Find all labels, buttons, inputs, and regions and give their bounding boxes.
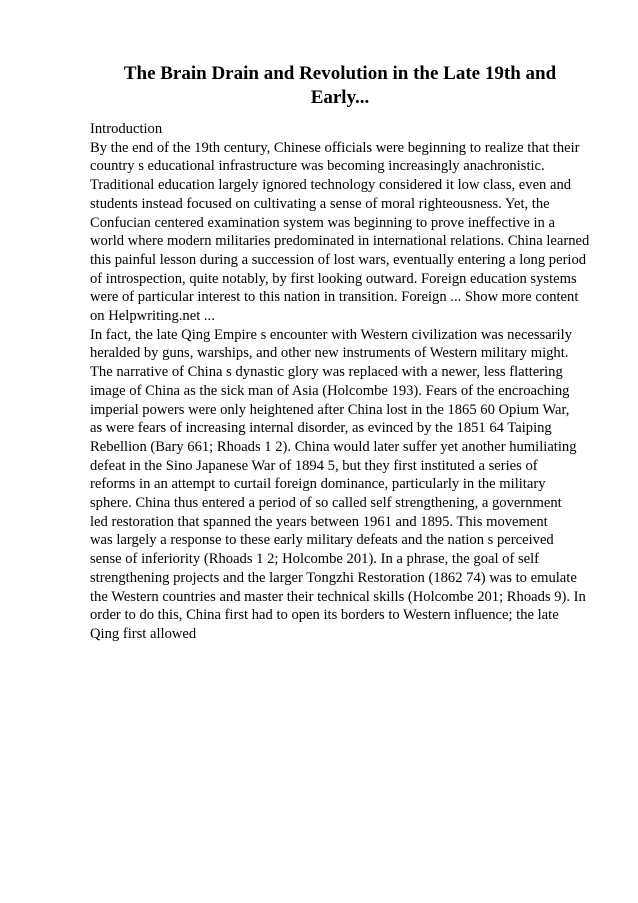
text-line: imperial powers were only heightened after China lost in the 1865 60 Opium War, xyxy=(90,401,570,418)
text-line: on Helpwriting.net ... xyxy=(90,308,215,325)
text-line: reforms in an attempt to curtail foreign dominance, particularly in the military xyxy=(90,476,546,493)
section-heading: Introduction xyxy=(90,121,163,137)
text-line: By the end of the 19th century, Chinese officials were beginning to realize that their xyxy=(90,139,580,156)
text-line: order to do this, China first had to open its borders to Western influence; the late xyxy=(90,607,559,624)
text-line: In fact, the late Qing Empire s encounter with Western civilization was necessarily xyxy=(90,326,573,343)
text-line: Rebellion (Bary 661; Rhoads 1 2). China would later suffer yet another humiliating xyxy=(90,438,577,455)
title-line: The Brain Drain and Revolution in the Late 19th and xyxy=(123,63,557,84)
text-line: country s educational infrastructure was becoming increasingly anachronistic. xyxy=(90,158,545,175)
text-line: led restoration that spanned the years between 1961 and 1895. This movement xyxy=(90,513,548,530)
text-line: strengthening projects and the larger Tongzhi Restoration (1862 74) was to emulate xyxy=(90,569,577,586)
text-line: Traditional education largely ignored technology considered it low class, even and xyxy=(90,177,572,194)
text-line: world where modern militaries predominated in international relations. China learned xyxy=(90,233,590,250)
document-body xyxy=(90,120,600,644)
text-line: Qing first allowed xyxy=(90,625,197,642)
text-line: students instead focused on cultivating a sense of moral righteousness. Yet, the xyxy=(90,195,550,212)
text-line: image of China as the sick man of Asia (Holcombe 193). Fears of the encroaching xyxy=(90,382,570,399)
text-line: of introspection, quite notably, by first looking outward. Foreign education systems xyxy=(90,270,577,287)
text-line: this painful lesson during a succession of lost wars, eventually entering a long period xyxy=(90,251,587,268)
text-line: defeat in the Sino Japanese War of 1894 5, but they first instituted a series of xyxy=(90,457,538,474)
text-line: as were fears of increasing internal disorder, as evinced by the 1851 64 Taiping xyxy=(90,420,552,437)
text-line: Confucian centered examination system was beginning to prove ineffective in a xyxy=(90,214,555,231)
text-line: sense of inferiority (Rhoads 1 2; Holcombe 201). In a phrase, the goal of self xyxy=(90,551,540,568)
text-line: sphere. China thus entered a period of so called self strengthening, a government xyxy=(90,495,562,512)
title-line: Early... xyxy=(310,87,370,108)
text-line: The narrative of China s dynastic glory was replaced with a newer, less flattering xyxy=(90,364,563,381)
text-line: were of particular interest to this nation in transition. Foreign ... Show more content xyxy=(90,289,579,306)
text-line: heralded by guns, warships, and other new instruments of Western military might. xyxy=(90,345,569,362)
document-title xyxy=(90,62,590,110)
text-line: the Western countries and master their technical skills (Holcombe 201; Rhoads 9). In xyxy=(90,588,586,605)
text-line: was largely a response to these early military defeats and the nation s perceived xyxy=(90,532,554,549)
